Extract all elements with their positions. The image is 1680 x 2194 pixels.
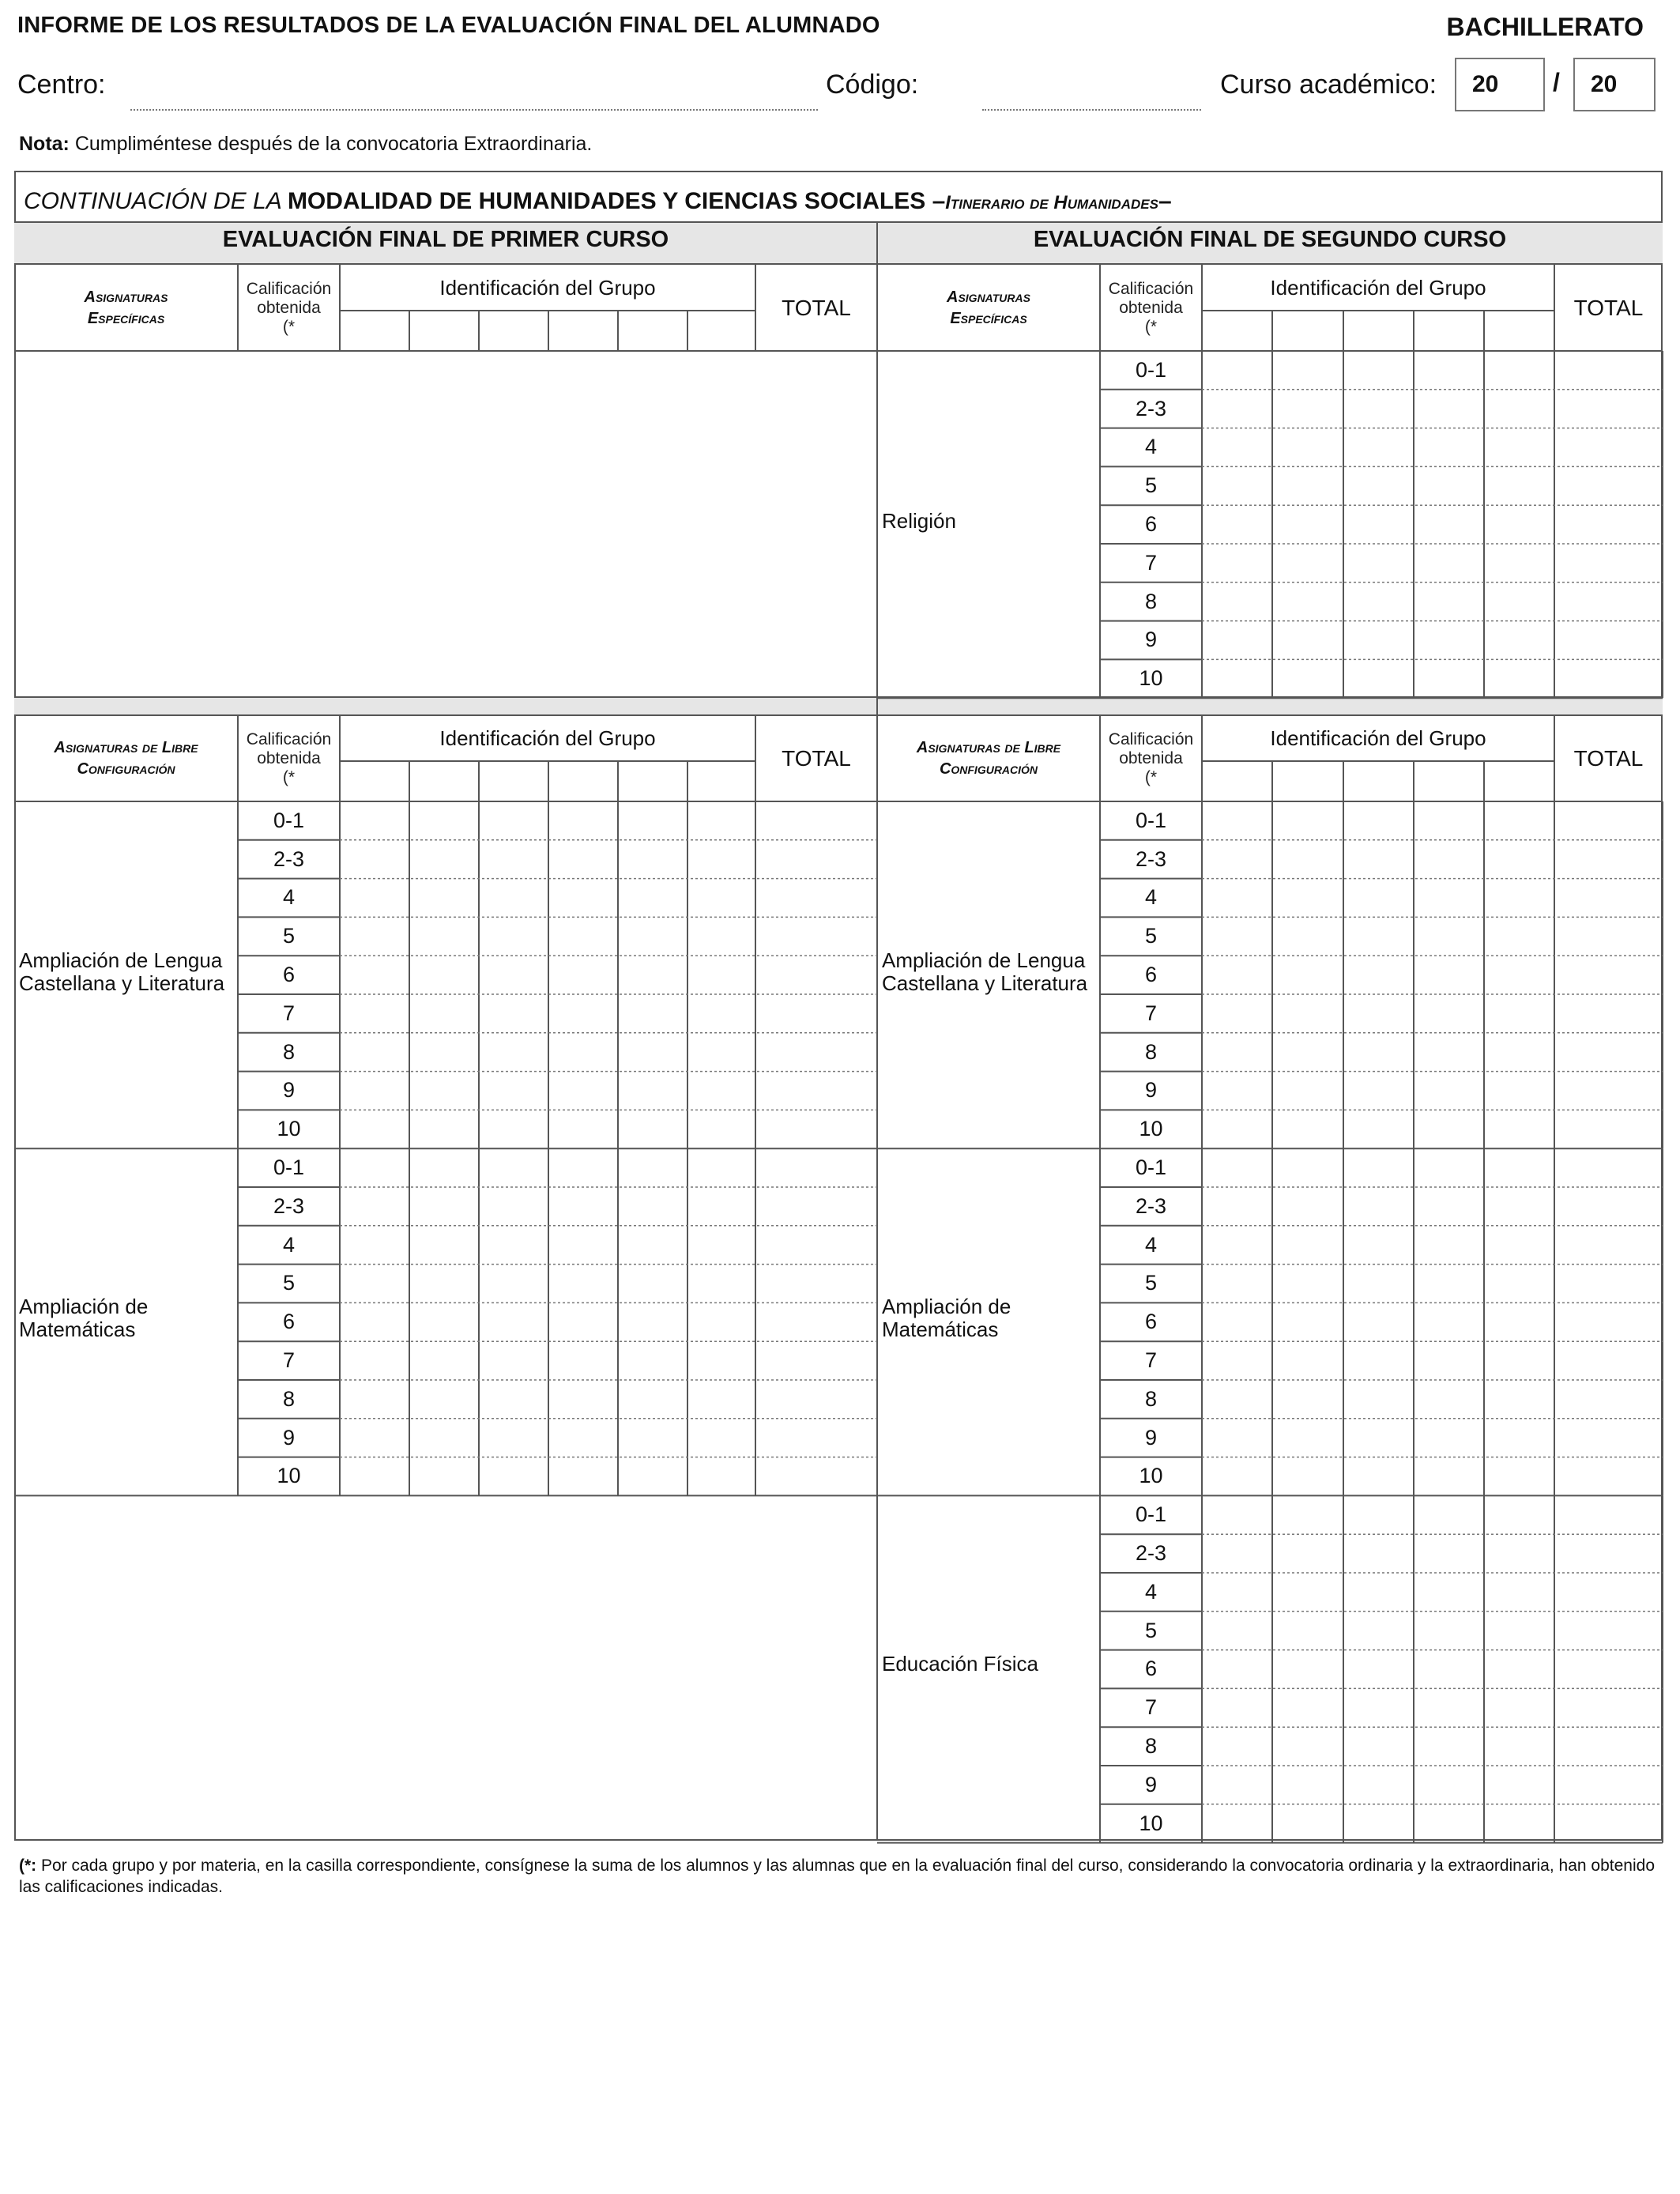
grade-label-religion: 8: [1144, 589, 1158, 613]
grade-label-religion: 0-1: [1135, 357, 1167, 382]
grade-label-educacion-fisica: 7: [1144, 1695, 1158, 1720]
caption-itinerario: Itinerario de Humanidades: [945, 192, 1158, 213]
header-asignaturas-especificas-1: [14, 265, 238, 351]
grade-label-matematicas-1: 6: [282, 1310, 296, 1334]
grade-label-lengua-2: 7: [1144, 1001, 1158, 1025]
grade-label-religion: 6: [1144, 512, 1158, 537]
year-separator: /: [1553, 68, 1560, 96]
header-asignaturas-libre-2: [877, 715, 1100, 801]
caption-prefix: CONTINUACIÓN DE LA: [24, 188, 288, 214]
calif-l3: (*: [1144, 768, 1158, 787]
grade-label-educacion-fisica: 4: [1144, 1579, 1158, 1604]
calif-l2: obtenida: [257, 748, 321, 767]
grade-label-educacion-fisica: 6: [1144, 1657, 1158, 1681]
grade-label-lengua-1: 10: [277, 1117, 301, 1141]
year-end-value: 20: [1591, 71, 1618, 97]
header-asignaturas-especificas-2: [877, 265, 1100, 351]
grade-label-lengua-2: 10: [1139, 1117, 1163, 1141]
subject-educacion-fisica: Educación Física: [882, 1652, 1038, 1676]
header-id-grupo-3: Identificación del Grupo: [439, 726, 656, 750]
subject-lengua-l2: Castellana y Literatura: [882, 971, 1088, 995]
footnote-text: Por cada grupo y por materia, en la casilla correspondiente, consígnese la suma de los alumnos y las alumnas que en la evaluación final del curso, considerando la convocatoria ordinaria y la extraordinaria, han obtenido las calificaciones indicadas.: [19, 1857, 1655, 1897]
grade-label-educacion-fisica: 9: [1144, 1772, 1158, 1796]
header-total-1: TOTAL: [782, 295, 851, 320]
education-level: BACHILLERATO: [1446, 13, 1644, 41]
grade-label-lengua-2: 6: [1144, 963, 1158, 987]
grade-label-matematicas-2: 5: [1144, 1271, 1158, 1295]
grade-label-matematicas-2: 2-3: [1135, 1193, 1167, 1218]
subject-ampliacion-lengua-2: [882, 944, 1100, 1000]
grade-label-matematicas-1: 10: [277, 1464, 301, 1488]
header-calificacion-1: [238, 269, 340, 348]
grade-label-lengua-1: 4: [282, 885, 296, 910]
grade-label-matematicas-1: 9: [282, 1425, 296, 1449]
calif-l1: Calificación: [1108, 279, 1194, 298]
header-libre-l2: Configuración: [77, 760, 175, 778]
header-especificas-l1: Asignaturas: [947, 288, 1030, 306]
caption-modalidad: MODALIDAD DE HUMANIDADES Y CIENCIAS SOCIALES: [287, 188, 932, 214]
subject-mate-l1: Ampliación de: [882, 1294, 1011, 1318]
grade-label-lengua-2: 0-1: [1135, 808, 1167, 832]
subject-lengua-l1: Ampliación de Lengua: [882, 948, 1086, 972]
grade-label-matematicas-1: 8: [282, 1386, 296, 1411]
subject-ampliacion-matematicas-2: [882, 1291, 1100, 1346]
header-especificas-l2: Específicas: [87, 309, 165, 327]
header-id-grupo-1: Identificación del Grupo: [439, 275, 656, 300]
header-calificacion-3: [238, 719, 340, 798]
nota-text: Cumpliméntese después de la convocatoria Extraordinaria.: [69, 133, 593, 155]
grade-label-matematicas-2: 9: [1144, 1425, 1158, 1449]
grade-label-educacion-fisica: 2-3: [1135, 1541, 1167, 1566]
grade-label-lengua-1: 2-3: [273, 846, 305, 871]
grade-label-religion: 4: [1144, 435, 1158, 459]
header-libre-l1: Asignaturas de Libre: [54, 738, 198, 756]
grade-label-religion: 9: [1144, 628, 1158, 652]
curso-academico-label: Curso académico:: [1220, 70, 1437, 100]
header-libre-l1: Asignaturas de Libre: [916, 738, 1061, 756]
grade-label-matematicas-2: 4: [1144, 1232, 1158, 1257]
calif-l1: Calificación: [246, 279, 332, 298]
footnote: [19, 1855, 1655, 1898]
header-asignaturas-libre-1: [14, 715, 238, 801]
grade-label-matematicas-2: 8: [1144, 1386, 1158, 1411]
nota-label: Nota:: [19, 133, 70, 155]
grade-label-matematicas-1: 2-3: [273, 1193, 305, 1218]
grade-label-lengua-1: 5: [282, 924, 296, 948]
grade-label-matematicas-1: 0-1: [273, 1155, 305, 1180]
caption-dash-close: –: [1158, 188, 1172, 214]
header-especificas-l2: Específicas: [950, 309, 1027, 327]
grade-label-matematicas-2: 7: [1144, 1348, 1158, 1373]
subject-mate-l2: Matemáticas: [882, 1318, 999, 1341]
calif-l3: (*: [282, 318, 296, 337]
calif-l3: (*: [1144, 318, 1158, 337]
header-id-grupo-2: Identificación del Grupo: [1270, 275, 1486, 300]
header-calificacion-2: [1100, 269, 1202, 348]
grade-label-lengua-1: 0-1: [273, 808, 305, 832]
calif-l3: (*: [282, 768, 296, 787]
header-libre-l2: Configuración: [939, 760, 1038, 778]
grade-label-educacion-fisica: 5: [1144, 1618, 1158, 1642]
calif-l1: Calificación: [1108, 729, 1194, 748]
second-course-header: EVALUACIÓN FINAL DE SEGUNDO CURSO: [1033, 227, 1507, 252]
header-total-4: TOTAL: [1573, 745, 1644, 771]
grade-label-lengua-1: 7: [282, 1001, 296, 1025]
grade-label-educacion-fisica: 10: [1139, 1811, 1163, 1835]
calif-l1: Calificación: [246, 729, 332, 748]
grade-label-lengua-2: 8: [1144, 1039, 1158, 1064]
subject-lengua-l2: Castellana y Literatura: [19, 971, 225, 995]
grade-label-lengua-2: 2-3: [1135, 846, 1167, 871]
grade-label-religion: 2-3: [1135, 396, 1167, 420]
subject-ampliacion-lengua-1: [19, 944, 238, 1000]
grade-label-lengua-1: 9: [282, 1078, 296, 1103]
grade-label-lengua-2: 9: [1144, 1078, 1158, 1103]
codigo-label: Código:: [826, 70, 919, 100]
first-course-header: EVALUACIÓN FINAL DE PRIMER CURSO: [222, 227, 669, 252]
grade-label-matematicas-1: 5: [282, 1271, 296, 1295]
subject-mate-l2: Matemáticas: [19, 1318, 136, 1341]
grade-label-matematicas-2: 10: [1139, 1464, 1163, 1488]
caption-dash-open: –: [932, 188, 946, 214]
grade-label-lengua-1: 6: [282, 963, 296, 987]
grade-label-religion: 7: [1144, 550, 1158, 575]
grade-label-educacion-fisica: 0-1: [1135, 1502, 1167, 1527]
year-start-value: 20: [1472, 71, 1499, 97]
grade-label-matematicas-1: 4: [282, 1232, 296, 1257]
header-total-3: TOTAL: [782, 745, 851, 771]
grade-label-religion: 5: [1144, 473, 1158, 498]
header-id-grupo-4: Identificación del Grupo: [1270, 726, 1486, 750]
grade-label-matematicas-2: 6: [1144, 1310, 1158, 1334]
calif-l2: obtenida: [1119, 298, 1183, 317]
header-total-2: TOTAL: [1573, 295, 1644, 320]
grade-label-matematicas-2: 0-1: [1135, 1155, 1167, 1180]
calif-l2: obtenida: [257, 298, 321, 317]
subject-ampliacion-matematicas-1: [19, 1291, 238, 1346]
header-especificas-l1: Asignaturas: [84, 288, 168, 306]
grade-label-matematicas-1: 7: [282, 1348, 296, 1373]
header-calificacion-4: [1100, 719, 1202, 798]
grade-label-lengua-1: 8: [282, 1039, 296, 1064]
calif-l2: obtenida: [1119, 748, 1183, 767]
centro-label: Centro:: [17, 70, 106, 100]
grade-label-lengua-2: 4: [1144, 885, 1158, 910]
grade-label-lengua-2: 5: [1144, 924, 1158, 948]
grade-label-educacion-fisica: 8: [1144, 1734, 1158, 1759]
subject-mate-l1: Ampliación de: [19, 1294, 149, 1318]
grade-label-religion: 10: [1139, 666, 1163, 691]
report-title: INFORME DE LOS RESULTADOS DE LA EVALUACIÓN FINAL DEL ALUMNADO: [17, 13, 880, 38]
subject-lengua-l1: Ampliación de Lengua: [19, 948, 223, 972]
footnote-label: (*:: [19, 1857, 37, 1875]
subject-religion: Religión: [882, 509, 956, 533]
